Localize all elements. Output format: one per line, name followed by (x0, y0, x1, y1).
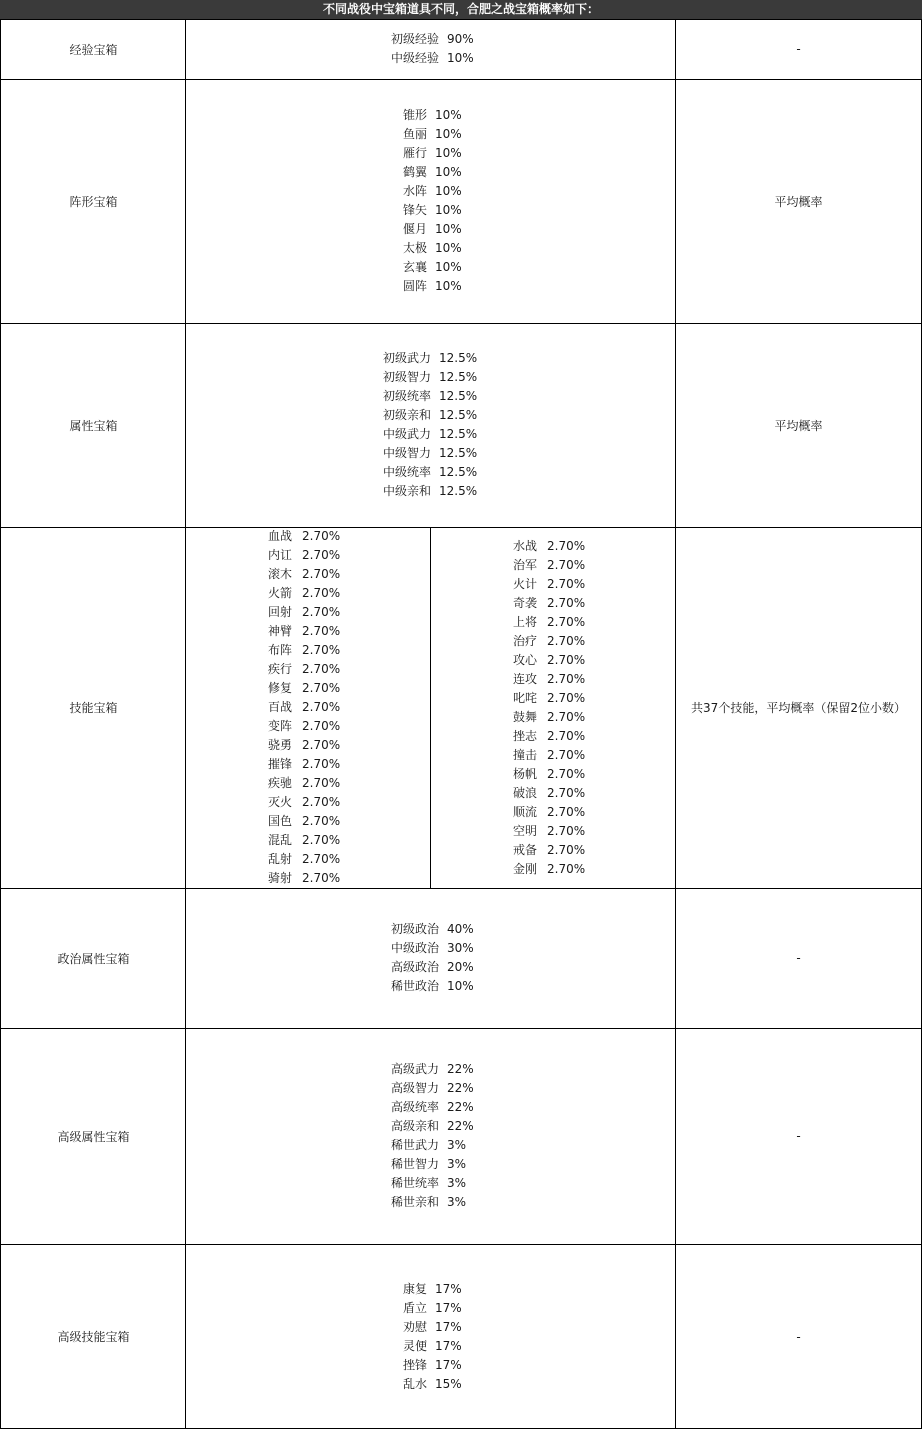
item-probability: 40% (447, 922, 474, 936)
item-probability: 12.5% (439, 484, 478, 498)
item-probability: 12.5% (439, 351, 478, 365)
item-name: 劝慰 (402, 1319, 427, 1334)
item-probability: 3% (447, 1157, 467, 1171)
note-cell (675, 323, 922, 527)
item-name: 稀世亲和 (390, 1195, 439, 1209)
item-name: 高级亲和 (390, 1119, 439, 1133)
list-item (399, 239, 463, 258)
list-item (387, 1155, 475, 1174)
list-item (387, 1174, 475, 1193)
item-probability: 2.70% (302, 871, 341, 885)
item-name: 水战 (512, 538, 537, 553)
list-item (264, 869, 352, 888)
item-probability: 10% (435, 165, 462, 179)
skill-list-left-cell (185, 527, 431, 888)
list-item (264, 603, 352, 622)
item-probability: 15% (435, 1376, 462, 1391)
item-probability: 90% (447, 32, 474, 46)
item-probability: 2.70% (302, 529, 341, 543)
item-name: 稀世智力 (390, 1157, 439, 1171)
chest-name-cell (0, 1028, 186, 1244)
chest-name: 政治属性宝箱 (57, 951, 130, 966)
item-probability: 30% (447, 941, 474, 955)
note-text: - (796, 42, 801, 56)
item-name: 攻心 (512, 652, 537, 667)
list-item (387, 1193, 475, 1212)
item-probability: 2.70% (302, 548, 341, 562)
item-name: 玄襄 (402, 260, 427, 274)
item-list-cell (185, 888, 676, 1028)
item-name: 稀世政治 (390, 979, 439, 993)
list-item (509, 765, 597, 784)
item-probability: 2.70% (302, 567, 341, 581)
item-probability: 12.5% (439, 408, 478, 422)
list-item (509, 803, 597, 822)
list-item (399, 1337, 463, 1356)
item-probability: 2.70% (302, 586, 341, 600)
item-list (387, 30, 475, 68)
item-name: 初级政治 (390, 922, 439, 936)
item-name: 偃月 (402, 222, 427, 236)
list-item (264, 584, 352, 603)
row-divider (0, 1244, 922, 1245)
item-name: 灭火 (267, 795, 292, 809)
row-divider (0, 527, 922, 528)
list-item (264, 850, 352, 869)
list-item (264, 679, 352, 698)
item-list-cell (185, 79, 676, 323)
list-item (509, 689, 597, 708)
item-probability: 2.70% (302, 605, 341, 619)
list-item (509, 746, 597, 765)
list-item (399, 258, 463, 277)
list-item (379, 463, 483, 482)
list-item (387, 977, 475, 996)
item-name: 中级经验 (390, 51, 439, 65)
item-probability: 10% (435, 279, 462, 293)
item-name: 高级武力 (390, 1062, 439, 1076)
chest-name: 阵形宝箱 (69, 194, 118, 209)
note-text: - (796, 1329, 801, 1344)
list-item (399, 1280, 463, 1299)
chest-name: 技能宝箱 (69, 701, 118, 715)
item-name: 治军 (512, 557, 537, 572)
chest-name-cell (0, 323, 186, 527)
note-cell (675, 1028, 922, 1244)
note-cell (675, 527, 922, 888)
item-name: 破浪 (512, 785, 537, 800)
list-item (509, 632, 597, 651)
item-probability: 2.70% (547, 747, 586, 762)
chest-name: 高级属性宝箱 (57, 1129, 130, 1144)
item-name: 中级政治 (390, 941, 439, 955)
item-name: 火箭 (267, 586, 292, 600)
list-item (509, 727, 597, 746)
item-probability: 2.70% (547, 728, 586, 743)
item-probability: 2.70% (547, 671, 586, 686)
item-probability: 2.70% (547, 804, 586, 819)
item-name: 初级武力 (382, 351, 431, 365)
list-item (399, 277, 463, 296)
row-divider (0, 19, 922, 20)
item-name: 中级统率 (382, 465, 431, 479)
item-probability: 12.5% (439, 427, 478, 441)
list-item (399, 163, 463, 182)
item-name: 奇袭 (512, 595, 537, 610)
list-item (399, 106, 463, 125)
item-list (399, 106, 463, 296)
item-list (264, 527, 352, 888)
item-probability: 2.70% (302, 833, 341, 847)
list-item (379, 444, 483, 463)
list-item (399, 182, 463, 201)
list-item (387, 1079, 475, 1098)
item-name: 中级智力 (382, 446, 431, 460)
item-name: 金刚 (512, 861, 537, 876)
item-name: 高级政治 (390, 960, 439, 974)
item-probability: 17% (435, 1300, 462, 1315)
item-probability: 2.70% (302, 700, 341, 714)
list-item (509, 537, 597, 556)
list-item (379, 368, 483, 387)
item-probability: 2.70% (302, 662, 341, 676)
item-probability: 10% (435, 146, 462, 160)
table-row (0, 1244, 922, 1429)
list-item (264, 736, 352, 755)
item-probability: 2.70% (547, 576, 586, 591)
item-name: 治疗 (512, 633, 537, 648)
item-list-cell (185, 1244, 676, 1429)
row-divider (0, 323, 922, 324)
item-name: 火计 (512, 576, 537, 591)
item-probability: 10% (435, 241, 462, 255)
item-probability: 2.70% (547, 595, 586, 610)
item-name: 锋矢 (402, 203, 427, 217)
list-item (387, 1060, 475, 1079)
item-name: 圆阵 (402, 279, 427, 293)
item-name: 上将 (512, 614, 537, 629)
item-probability: 2.70% (302, 643, 341, 657)
list-item (264, 774, 352, 793)
chest-name: 高级技能宝箱 (57, 1330, 130, 1344)
chest-name-cell (0, 1244, 186, 1429)
item-name: 骑射 (267, 871, 292, 885)
item-list-cell (185, 323, 676, 527)
item-probability: 2.70% (547, 823, 586, 838)
item-name: 中级武力 (382, 427, 431, 441)
item-list (387, 1060, 475, 1212)
list-item (264, 641, 352, 660)
note-text: 平均概率 (774, 194, 823, 209)
list-item (399, 1356, 463, 1375)
note-cell (675, 79, 922, 323)
note-cell (675, 19, 922, 79)
list-item (387, 49, 475, 68)
list-item (399, 1299, 463, 1318)
table-title: 不同战役中宝箱道具不同，合肥之战宝箱概率如下： (0, 0, 922, 19)
item-name: 高级智力 (390, 1081, 439, 1095)
item-probability: 2.70% (547, 690, 586, 705)
item-name: 空明 (512, 823, 537, 838)
item-name: 布阵 (267, 643, 292, 657)
item-probability: 10% (435, 127, 462, 141)
item-name: 雁行 (402, 146, 427, 160)
list-item (264, 622, 352, 641)
item-name: 康复 (402, 1281, 427, 1296)
item-name: 戒备 (512, 842, 537, 857)
item-list-cell (185, 1028, 676, 1244)
table-row (0, 1028, 922, 1244)
item-name: 国色 (267, 814, 292, 828)
list-item (387, 30, 475, 49)
item-probability: 2.70% (547, 861, 586, 876)
item-name: 稀世统率 (390, 1176, 439, 1190)
chest-name-cell (0, 79, 186, 323)
list-item (509, 594, 597, 613)
item-name: 乱水 (402, 1376, 427, 1391)
item-probability: 10% (435, 184, 462, 198)
item-probability: 12.5% (439, 389, 478, 403)
item-probability: 2.70% (302, 719, 341, 733)
item-probability: 2.70% (547, 614, 586, 629)
list-item (399, 220, 463, 239)
item-probability: 10% (435, 260, 462, 274)
item-probability: 10% (435, 203, 462, 217)
list-item (399, 201, 463, 220)
list-item (509, 613, 597, 632)
list-item (379, 406, 483, 425)
item-probability: 2.70% (547, 538, 586, 553)
item-name: 血战 (267, 529, 292, 543)
list-item (509, 784, 597, 803)
item-list (379, 349, 483, 501)
item-name: 盾立 (402, 1300, 427, 1315)
row-divider (0, 888, 922, 889)
list-item (264, 831, 352, 850)
item-name: 变阵 (267, 719, 292, 733)
item-name: 太极 (402, 241, 427, 255)
item-name: 疾驰 (267, 776, 292, 790)
list-item (264, 698, 352, 717)
item-name: 初级亲和 (382, 408, 431, 422)
list-item (387, 920, 475, 939)
item-name: 内讧 (267, 548, 292, 562)
item-probability: 22% (447, 1100, 474, 1114)
item-name: 滚木 (267, 567, 292, 581)
item-name: 初级统率 (382, 389, 431, 403)
item-probability: 17% (435, 1319, 462, 1334)
list-item (264, 793, 352, 812)
item-probability: 20% (447, 960, 474, 974)
skill-list-right-cell (430, 527, 676, 888)
list-item (379, 425, 483, 444)
item-probability: 3% (447, 1138, 467, 1152)
item-name: 灵便 (402, 1338, 427, 1353)
list-item (509, 860, 597, 879)
item-probability: 22% (447, 1119, 474, 1133)
item-name: 乱射 (267, 852, 292, 866)
note-text: 共37个技能，平均概率（保留2位小数） (691, 701, 906, 715)
list-item (509, 651, 597, 670)
item-probability: 10% (447, 979, 474, 993)
item-probability: 2.70% (302, 757, 341, 771)
item-probability: 3% (447, 1195, 467, 1209)
item-name: 中级亲和 (382, 484, 431, 498)
item-name: 撞击 (512, 747, 537, 762)
item-probability: 22% (447, 1062, 474, 1076)
item-probability: 2.70% (547, 652, 586, 667)
list-item (509, 670, 597, 689)
list-item (399, 125, 463, 144)
item-probability: 2.70% (547, 633, 586, 648)
item-name: 百战 (267, 700, 292, 714)
list-item (264, 527, 352, 546)
list-item (379, 482, 483, 501)
list-item (387, 958, 475, 977)
list-item (264, 755, 352, 774)
note-text: 平均概率 (774, 418, 823, 433)
item-list-cell (185, 19, 676, 79)
item-probability: 2.70% (302, 852, 341, 866)
chest-name-cell (0, 527, 186, 888)
item-name: 神臂 (267, 624, 292, 638)
table-row (0, 323, 922, 527)
item-probability: 2.70% (547, 785, 586, 800)
list-item (264, 546, 352, 565)
chest-name: 属性宝箱 (69, 418, 118, 433)
item-probability: 12.5% (439, 370, 478, 384)
row-divider (0, 1028, 922, 1029)
item-name: 鱼丽 (402, 127, 427, 141)
item-name: 水阵 (402, 184, 427, 198)
item-name: 杨帆 (512, 766, 537, 781)
item-probability: 3% (447, 1176, 467, 1190)
table-row (0, 19, 922, 79)
list-item (399, 1375, 463, 1394)
list-item (264, 660, 352, 679)
item-name: 疾行 (267, 662, 292, 676)
chest-name: 经验宝箱 (69, 42, 118, 57)
list-item (509, 841, 597, 860)
item-probability: 2.70% (547, 557, 586, 572)
chest-name-cell (0, 888, 186, 1028)
item-probability: 10% (435, 222, 462, 236)
note-cell (675, 888, 922, 1028)
item-name: 顺流 (512, 804, 537, 819)
list-item (509, 708, 597, 727)
item-list (399, 1280, 463, 1394)
list-item (379, 349, 483, 368)
item-probability: 12.5% (439, 465, 478, 479)
note-text: - (796, 951, 801, 965)
item-probability: 2.70% (302, 738, 341, 752)
item-name: 锥形 (402, 108, 427, 122)
list-item (264, 717, 352, 736)
list-item (387, 1117, 475, 1136)
item-name: 叱咤 (512, 690, 537, 705)
table-row (0, 79, 922, 323)
list-item (387, 1098, 475, 1117)
table-row (0, 527, 922, 888)
item-name: 连攻 (512, 671, 537, 686)
item-probability: 2.70% (547, 709, 586, 724)
item-list (509, 537, 597, 879)
list-item (509, 822, 597, 841)
item-name: 挫锋 (402, 1357, 427, 1372)
item-probability: 12.5% (439, 446, 478, 460)
item-name: 初级经验 (390, 32, 439, 46)
list-item (399, 1318, 463, 1337)
item-name: 鼓舞 (512, 709, 537, 724)
list-item (264, 565, 352, 584)
item-list (387, 920, 475, 996)
list-item (264, 812, 352, 831)
item-name: 修复 (267, 681, 292, 695)
item-name: 混乱 (267, 833, 292, 847)
list-item (509, 575, 597, 594)
list-item (509, 556, 597, 575)
item-name: 摧锋 (267, 757, 292, 771)
item-probability: 2.70% (547, 842, 586, 857)
list-item (399, 144, 463, 163)
item-probability: 2.70% (302, 776, 341, 790)
item-probability: 2.70% (302, 814, 341, 828)
note-cell (675, 1244, 922, 1429)
item-probability: 10% (447, 51, 474, 65)
item-probability: 17% (435, 1338, 462, 1353)
note-text: - (796, 1129, 801, 1143)
item-probability: 2.70% (302, 795, 341, 809)
table-row (0, 888, 922, 1028)
list-item (387, 1136, 475, 1155)
item-name: 挫志 (512, 728, 537, 743)
item-name: 鹤翼 (402, 165, 427, 179)
item-name: 回射 (267, 605, 292, 619)
chest-name-cell (0, 19, 186, 79)
item-name: 高级统率 (390, 1100, 439, 1114)
list-item (387, 939, 475, 958)
item-probability: 2.70% (302, 681, 341, 695)
list-item (379, 387, 483, 406)
item-name: 骁勇 (267, 738, 292, 752)
item-probability: 2.70% (547, 766, 586, 781)
item-probability: 10% (435, 108, 462, 122)
item-probability: 22% (447, 1081, 474, 1095)
row-divider (0, 79, 922, 80)
item-name: 稀世武力 (390, 1138, 439, 1152)
item-probability: 17% (435, 1357, 462, 1372)
item-probability: 17% (435, 1281, 462, 1296)
item-probability: 2.70% (302, 624, 341, 638)
item-name: 初级智力 (382, 370, 431, 384)
